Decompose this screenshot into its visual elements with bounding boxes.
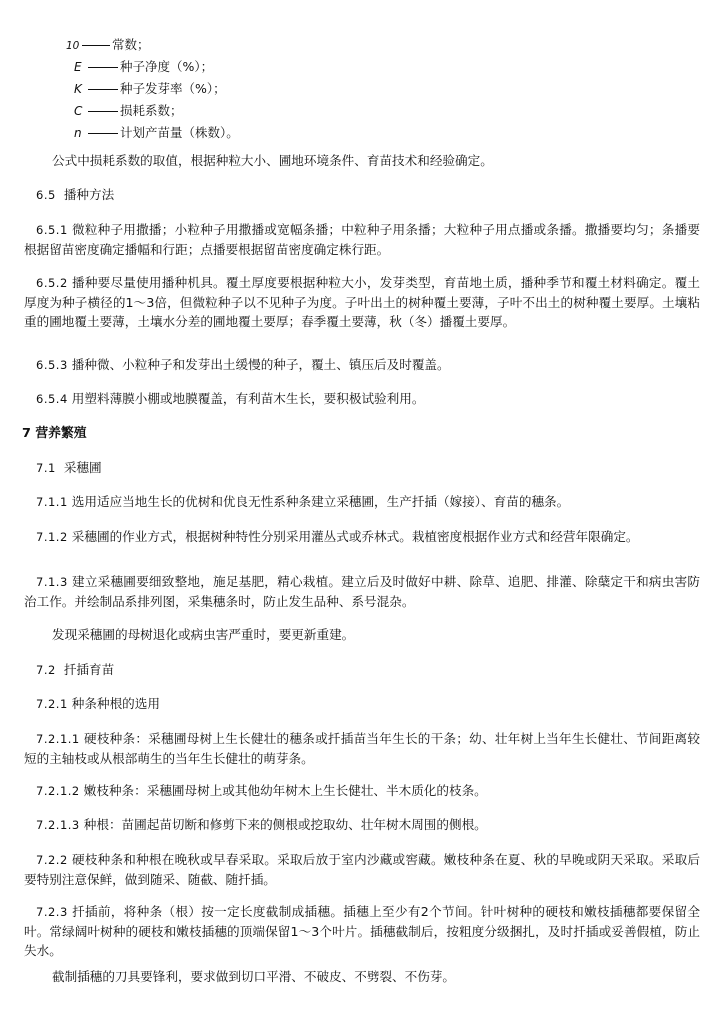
section-title: 播种方法: [63, 187, 115, 202]
symbol: K: [74, 82, 82, 96]
clause-6-5-1: [24, 220, 700, 259]
definition-text: 种子净度（%）；: [120, 59, 214, 74]
clause-text: 微粒种子用撒播；小粒种子用撒播或宽幅条播；中粒种子用条播；大粒种子用点播或条播。撒播要均匀；条播要根据留苗密度确定播幅和行距；点播要根据留苗密度确定株行距。: [24, 222, 700, 257]
symbol: C: [74, 104, 83, 118]
clause-number: 7.2.2: [36, 853, 68, 867]
symbol: n: [74, 126, 82, 140]
definition-text: 常数；: [112, 37, 150, 52]
clause-7-1-2: [24, 527, 700, 547]
definition-row: [62, 56, 239, 78]
clause-text: 播种要尽量使用播种机具。覆土厚度要根据种粒大小，发芽类型，育苗地土质，播种季节和覆土材料确定。覆土厚度为种子横径的1～3倍，但微粒种子以不见种子为度。子叶出土的树种覆土要薄，子叶不出土的树种覆土要厚。土壤粘重的圃地覆土要薄，土壤水分差的圃地覆土要厚；春季覆土要薄，秋（冬）播覆土要厚。: [24, 275, 700, 329]
clause-6-5-4: [24, 389, 700, 409]
section-number: 7.1: [36, 461, 56, 475]
symbol: 10: [66, 40, 80, 52]
clause-7-1-1: [24, 492, 700, 512]
section-heading-7-1: [36, 458, 102, 478]
definition-text: 损耗系数；: [120, 103, 183, 118]
clause-7-2-1-2: [24, 781, 700, 801]
section-number: 6.5: [36, 188, 56, 202]
em-dash-line: [88, 89, 118, 90]
section-number: 7.2: [36, 663, 56, 677]
section-title: 扦插育苗: [63, 662, 115, 677]
definition-row: [62, 122, 239, 144]
clause-number: 6.5.4: [36, 392, 68, 406]
paragraph-loss-coefficient: 公式中损耗系数的取值，根据种粒大小、圃地环境条件、育苗技术和经验确定。: [52, 153, 493, 168]
clause-number: 7.1.1: [36, 495, 68, 509]
clause-number: 7.2.1.3: [36, 818, 80, 832]
em-dash-line: [88, 67, 118, 68]
clause-number: 6.5.3: [36, 358, 68, 372]
definition-row: [62, 100, 239, 122]
chapter-number: 7: [22, 426, 31, 441]
clause-number: 7.1.3: [36, 575, 68, 589]
clause-7-2-2: [24, 850, 700, 889]
em-dash-line: [82, 45, 110, 46]
clause-number: 7.1.2: [36, 530, 68, 544]
clause-number: 6.5.2: [36, 276, 68, 290]
clause-text: 扦插前，将种条（根）按一定长度截制成插穗。插穗上至少有2个节间。针叶树种的硬枝和嫩枝插穗都要保留全叶。常绿阔叶树种的硬枝和嫩枝插穗的顶端保留1～3个叶片。插穗截制后，按粗度分级捆扎，及时扦插或妥善假植，防止失水。: [24, 904, 700, 958]
definition-text: 计划产苗量（株数）。: [120, 125, 239, 140]
clause-text: 选用适应当地生长的优树和优良无性系种条建立采穗圃，生产扦插（嫁接）、育苗的穗条。: [71, 494, 570, 509]
chapter-title: 营养繁殖: [35, 426, 87, 441]
clause-6-5-3: [24, 355, 700, 375]
definition-row: [62, 34, 239, 56]
em-dash-line: [88, 133, 118, 134]
clause-text: 采穗圃的作业方式，根据树种特性分别采用灌丛式或乔林式。栽植密度根据作业方式和经营年限确定。: [71, 529, 639, 544]
em-dash-line: [88, 111, 118, 112]
symbol: E: [74, 60, 82, 74]
section-heading-7-2-1: [36, 694, 160, 714]
clause-7-2-1-1: [24, 729, 700, 768]
symbol-definitions: [62, 34, 239, 144]
section-heading-6-5: [36, 185, 114, 205]
definition-row: [62, 78, 239, 100]
clause-number: 6.5.1: [36, 223, 68, 237]
clause-number: 7.2.3: [36, 905, 68, 919]
section-title: 采穗圃: [63, 460, 102, 475]
clause-6-5-2: [24, 273, 700, 331]
clause-number: 7.2.1.2: [36, 784, 80, 798]
paragraph-regenerate: 发现采穗圃的母树退化或病虫害严重时，要更新重建。: [52, 627, 355, 642]
clause-number: 7.2.1.1: [36, 732, 80, 746]
clause-7-2-3: [24, 902, 700, 960]
section-number: 7.2.1: [36, 697, 68, 711]
clause-7-2-1-3: [24, 815, 700, 835]
clause-text: 硬枝种条：采穗圃母树上生长健壮的穗条或扦插苗当年生长的干条；幼、壮年树上当年生长健壮、节间距离较短的主轴枝或从根部萌生的当年生长健壮的萌芽条。: [24, 731, 700, 766]
section-heading-7-2: [36, 660, 114, 680]
clause-text: 种根：苗圃起苗切断和修剪下来的侧根或挖取幼、壮年树木周围的侧根。: [83, 817, 487, 832]
clause-text: 播种微、小粒种子和发芽出土缓慢的种子，覆土、镇压后及时覆盖。: [71, 357, 450, 372]
chapter-heading-7: [22, 424, 87, 443]
clause-text: 建立采穗圃要细致整地，施足基肥，精心栽植。建立后及时做好中耕、除草、追肥、排灌、除蘖定干和病虫害防治工作。并绘制品系排列图，采集穗条时，防止发生品种、系号混杂。: [24, 574, 700, 609]
clause-text: 嫩枝种条：采穗圃母树上或其他幼年树木上生长健壮、半木质化的枝条。: [83, 783, 487, 798]
paragraph-cutting-tools: 截制插穗的刀具要锋利，要求做到切口平滑、不破皮、不劈裂、不伤芽。: [52, 969, 455, 984]
clause-7-1-3: [24, 572, 700, 611]
section-title: 种条种根的选用: [71, 696, 160, 711]
clause-text: 硬枝种条和种根在晚秋或早春采取。采取后放于室内沙藏或窖藏。嫩枝种条在夏、秋的早晚或阴天采取。采取后要特别注意保鲜，做到随采、随截、随扦插。: [24, 852, 700, 887]
clause-text: 用塑料薄膜小棚或地膜覆盖，有利苗木生长，要积极试验利用。: [71, 391, 425, 406]
definition-text: 种子发芽率（%）；: [120, 81, 226, 96]
